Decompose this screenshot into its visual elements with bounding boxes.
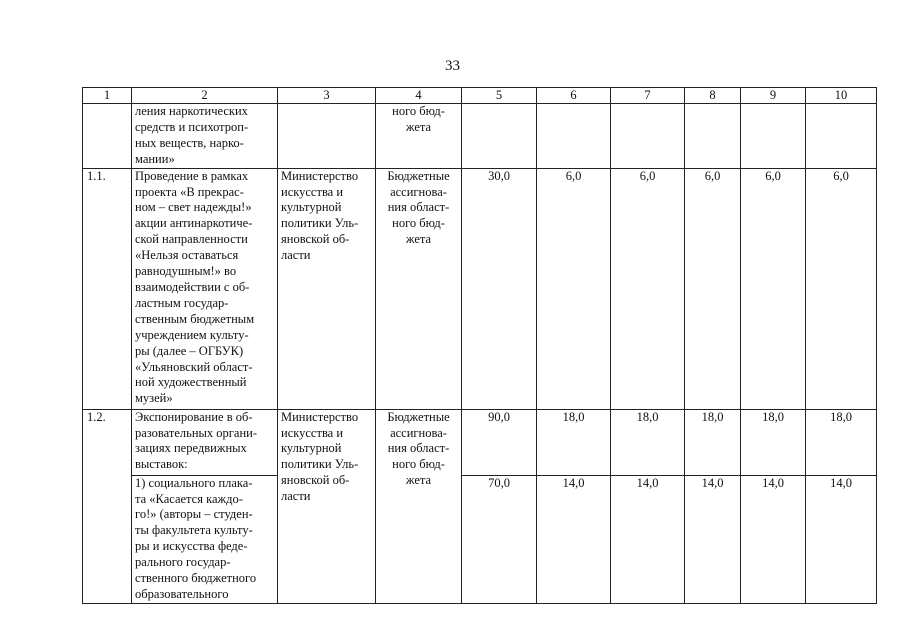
page-number: 33 [445, 58, 460, 74]
table-row [83, 475, 877, 603]
executor: Министерство искусства и культурной политики Уль- яновской об- ласти [278, 168, 376, 409]
header-cell: 9 [741, 88, 806, 104]
value-cell: 18,0 [685, 409, 741, 475]
header-cell: 10 [806, 88, 877, 104]
value-cell: 18,0 [537, 409, 611, 475]
value-cell: 90,0 [462, 409, 537, 475]
value-cell: 14,0 [685, 475, 741, 603]
table-row [83, 168, 877, 409]
value-cell [685, 104, 741, 169]
value-cell: 30,0 [462, 168, 537, 409]
funding-source: Бюджетные ассигнова- ния област- ного бюд- жета [376, 409, 462, 603]
value-cell: 6,0 [685, 168, 741, 409]
value-cell: 14,0 [806, 475, 877, 603]
value-cell: 14,0 [741, 475, 806, 603]
value-cell: 18,0 [806, 409, 877, 475]
executor [278, 104, 376, 169]
value-cell [806, 104, 877, 169]
value-cell: 6,0 [741, 168, 806, 409]
table-row [83, 104, 877, 169]
measure-name: ления наркотических средств и психотроп- ных веществ, нарко- мании» [132, 104, 278, 169]
funding-source: Бюджетные ассигнова- ния област- ного бюд- жета [376, 168, 462, 409]
header-cell: 3 [278, 88, 376, 104]
funding-source: ного бюд- жета [376, 104, 462, 169]
value-cell: 6,0 [537, 168, 611, 409]
value-cell: 6,0 [611, 168, 685, 409]
measure-name: Проведение в рамках проекта «В прекрас- ном – свет надежды!» акции антинаркотиче- ской направленности «Нельзя оставаться равнодушным!» во взаимодействии с об- ластным государ- ственным бюджетным учреждением культу- ры (далее – ОГБУК) «Ульяновский област- ной художественный музей» [132, 168, 278, 409]
value-cell: 18,0 [741, 409, 806, 475]
header-cell: 6 [537, 88, 611, 104]
measure-name: 1) социального плака- та «Касается каждо- го!» (авторы – студен- ты факультета культу- ры и искусства феде- рального государ- ственного бюджетного образовательного [132, 475, 278, 603]
table-row [83, 409, 877, 475]
value-cell [611, 104, 685, 169]
value-cell: 14,0 [611, 475, 685, 603]
budget-table [82, 87, 877, 604]
row-number [83, 104, 132, 169]
row-number: 1.1. [83, 168, 132, 409]
value-cell [741, 104, 806, 169]
row-number: 1.2. [83, 409, 132, 603]
header-cell: 7 [611, 88, 685, 104]
header-cell: 2 [132, 88, 278, 104]
value-cell [537, 104, 611, 169]
header-cell: 4 [376, 88, 462, 104]
value-cell: 18,0 [611, 409, 685, 475]
header-cell: 5 [462, 88, 537, 104]
header-cell: 1 [83, 88, 132, 104]
table-header-row [83, 88, 877, 104]
value-cell: 6,0 [806, 168, 877, 409]
value-cell: 14,0 [537, 475, 611, 603]
executor: Министерство искусства и культурной политики Уль- яновской об- ласти [278, 409, 376, 603]
measure-name: Экспонирование в об- разовательных органи- зациях передвижных выставок: [132, 409, 278, 475]
value-cell: 70,0 [462, 475, 537, 603]
value-cell [462, 104, 537, 169]
header-cell: 8 [685, 88, 741, 104]
